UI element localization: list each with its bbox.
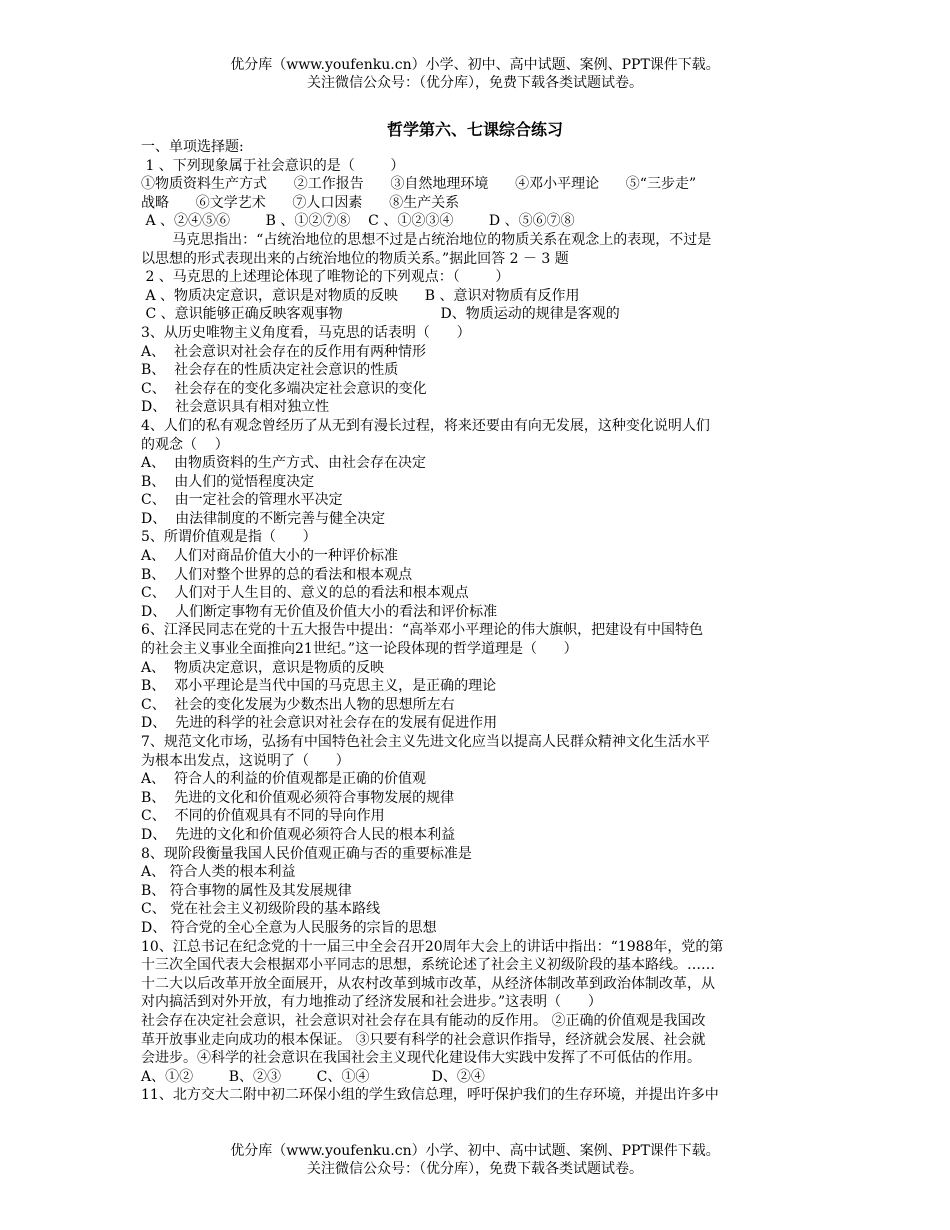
- text-line: 7、规范文化市场，弘扬有中国特色社会主义先进文化应当以提高人民群众精神文化生活水平: [141, 734, 710, 750]
- text-line: 革开放事业走向成功的根本保证。 ③只要有科学的社会意识作指导，经济就会发展、社会就: [141, 1031, 706, 1048]
- text-line: B、 由人们的觉悟程度决定: [141, 473, 315, 490]
- footer-line-2: 关注微信公众号：（优分库），免费下载各类试题试卷。: [307, 1161, 643, 1177]
- text-line: D、 先进的科学的社会意识对社会存在的发展有促进作用: [141, 715, 498, 732]
- text-line: A、 符合人类的根本利益: [141, 864, 296, 881]
- text-line: A、①② B、②③ C、①④ D、②④: [141, 1068, 485, 1085]
- text-line: A、 符合人的利益的价值观都是正确的价值观: [141, 771, 427, 788]
- text-line: B、 先进的文化和价值观必须符合事物发展的规律: [141, 789, 455, 806]
- text-line: 社会存在决定社会意识，社会意识对社会存在具有能动的反作用。 ②正确的价值观是我国改: [141, 1012, 706, 1029]
- text-line: 十三次全国代表大会根据邓小平同志的思想，系统论述了社会主义初级阶段的基本路线。……: [141, 957, 715, 974]
- text-line: 10、江总书记在纪念党的十一届三中全会召开20周年大会上的讲话中指出：“1988年，党的第: [141, 938, 724, 955]
- text-line: A、 物质决定意识，意识是物质的反映: [141, 659, 385, 676]
- page-footer: [0, 1142, 950, 1178]
- text-line: 8、现阶段衡量我国人民价值观正确与否的重要标准是: [141, 845, 472, 862]
- text-line: D、 社会意识具有相对独立性: [141, 399, 330, 416]
- text-line: 十二大以后改革开放全面展开，从农村改革到城市改革，从经济体制改革到政治体制改革，从: [141, 975, 715, 992]
- text-line: C、 人们对于人生目的、意义的总的看法和根本观点: [141, 585, 469, 602]
- text-line: ①物质资料生产方式 ②工作报告 ③自然地理环境 ④邓小平理论 ⑤“三步走”: [141, 176, 697, 193]
- text-line: 战略 ⑥文学艺术 ⑦人口因素 ⑧生产关系: [141, 194, 460, 211]
- text-line: 2 、马克思的上述理论体现了唯物论的下列观点：（ ）: [141, 269, 510, 286]
- text-line: 以思想的形式表现出来的占统治地位的物质关系。”据此回答 2 － 3 题: [141, 250, 569, 267]
- text-line: C、 由一定社会的管理水平决定: [141, 492, 343, 509]
- text-line: A 、物质决定意识，意识是对物质的反映 B 、意识对物质有反作用: [141, 287, 580, 304]
- text-line: B、 社会存在的性质决定社会意识的性质: [141, 362, 399, 379]
- text-line: B、 符合事物的属性及其发展规律: [141, 882, 352, 899]
- text-line: A、 人们对商品价值大小的一种评价标准: [141, 548, 399, 565]
- text-line: 一、单项选择题:: [141, 139, 244, 155]
- text-line: B、 人们对整个世界的总的看法和根本观点: [141, 566, 413, 583]
- text-line: D、 由法律制度的不断完善与健全决定: [141, 510, 386, 527]
- text-line: C 、意识能够正确反映客观事物 D、物质运动的规律是客观的: [141, 306, 620, 323]
- page-header: [0, 56, 950, 92]
- text-line: 4、人们的私有观念曾经历了从无到有漫长过程，将来还要由有向无发展，这种变化说明人们: [141, 417, 710, 434]
- text-line: D、 先进的文化和价值观必须符合人民的根本利益: [141, 826, 456, 843]
- footer-line-1: 优分库（www.youfenku.cn）小学、初中、高中试题、案例、PPT课件下载。: [230, 1143, 720, 1159]
- text-line: C、 不同的价值观具有不同的导向作用: [141, 808, 385, 825]
- text-line: 会进步。④科学的社会意识在我国社会主义现代化建设伟大实践中发挥了不可低估的作用。: [141, 1050, 701, 1067]
- text-line: 3、从历史唯物主义角度看，马克思的话表明（ ）: [141, 324, 471, 341]
- text-line: D、 符合党的全心全意为人民服务的宗旨的思想: [141, 919, 437, 936]
- header-line-1: 优分库（www.youfenku.cn）小学、初中、高中试题、案例、PPT课件下载。: [230, 57, 720, 73]
- text-line: A、 由物质资料的生产方式、由社会存在决定: [141, 455, 427, 472]
- text-line: C、 党在社会主义初级阶段的基本路线: [141, 901, 381, 918]
- text-line: 的观念（ ）: [141, 436, 229, 453]
- text-line: A 、②④⑤⑥ B 、①②⑦⑧ C 、①②③④ D 、⑤⑥⑦⑧: [141, 213, 575, 230]
- document-title: 哲学第六、七课综合练习: [386, 120, 563, 139]
- text-line: 为根本出发点，这说明了（ ）: [141, 752, 350, 769]
- text-line: 1 、下列现象属于社会意识的是（ ）: [141, 157, 405, 174]
- text-line: A、 社会意识对社会存在的反作用有两种情形: [141, 343, 427, 360]
- text-line: 6、江泽民同志在党的十五大报告中提出：“高举邓小平理论的伟大旗帜，把建设有中国特色: [141, 622, 704, 639]
- text-line: C、 社会存在的变化多端决定社会意识的变化: [141, 380, 427, 397]
- text-line: 11、北方交大二附中初二环保小组的学生致信总理，呼吁保护我们的生存环境，并提出许多中: [141, 1087, 719, 1104]
- text-line: 对内搞活到对外开放，有力地推动了经济发展和社会进步。”这表明（ ）: [141, 994, 602, 1011]
- header-line-2: 关注微信公众号：（优分库），免费下载各类试题试卷。: [307, 75, 643, 91]
- text-line: D、 人们断定事物有无价值及价值大小的看法和评价标准: [141, 603, 498, 620]
- text-line: C、 社会的变化发展为少数杰出人物的思想所左右: [141, 696, 455, 713]
- text-line: 5、所谓价值观是指（ ）: [141, 529, 317, 546]
- text-line: B、 邓小平理论是当代中国的马克思主义，是正确的理论: [141, 678, 497, 695]
- document-body: [141, 138, 811, 1105]
- text-line: 的社会主义事业全面推向21世纪。”这一论段体现的哲学道理是（ ）: [141, 641, 578, 658]
- text-line: 马克思指出：“占统治地位的思想不过是占统治地位的物质关系在观念上的表现，不过是: [141, 231, 712, 248]
